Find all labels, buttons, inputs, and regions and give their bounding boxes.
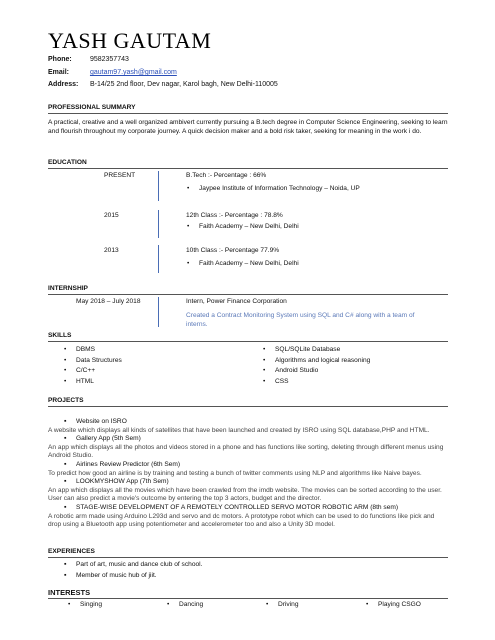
edu-period: 2015 [104, 212, 119, 219]
project-description: An app which displays all the photos and videos stored in a phone and has functions like sorting, deleting through different menus using Android Studio. [48, 443, 444, 460]
skill-item: • SQL/SQLite Database [275, 345, 370, 356]
project-title: Airlines Review Predictor (6th Sem) [76, 460, 181, 468]
email-label: Email: [48, 69, 70, 76]
edu-title: 10th Class :- Percentage 77.9% [186, 247, 280, 254]
edu-period: PRESENT [104, 172, 136, 179]
address-value: B-14/25 2nd floor, Dev nagar, Karol bagh, New Delhi-110005 [89, 81, 278, 88]
interests-divider [48, 598, 448, 599]
phone-label: Phone: [48, 56, 72, 63]
edu-timeline-bar [158, 171, 159, 201]
skills-list-right [275, 345, 370, 387]
project-description: A robotic arm made using Arduino L293d and servo and dc motors. A prototype robot which can be used to do functions like pick and drop using a Bluetooth app using potentiometer and accelerometer too and also a Unity 3D model. [48, 512, 435, 529]
education-divider [48, 168, 448, 169]
email-row [48, 69, 177, 76]
skills-divider [48, 341, 448, 342]
interest-item: Driving [278, 601, 299, 608]
internship-detail: Created a Contract Monitoring System using SQL and C# along with a team of interns. [186, 312, 415, 328]
phone-value: 9582357743 [89, 56, 129, 63]
edu-timeline-bar [158, 245, 159, 273]
address-row [48, 81, 278, 88]
skill-item: • DBMS [76, 345, 122, 356]
skill-item: • CSS [275, 377, 370, 388]
skill-item: • Android Studio [275, 366, 370, 377]
project-title: LOOKMYSHOW App (7th Sem) [76, 478, 169, 486]
internship-period: May 2018 – July 2018 [76, 298, 141, 305]
internship-divider [48, 294, 448, 295]
project-title: Website on ISRO [76, 418, 127, 425]
email-link[interactable]: gautam97.yash@gmail.com [89, 69, 177, 76]
skill-item: • HTML [76, 377, 122, 388]
phone-row [48, 56, 129, 63]
resume-name: YASH GAUTAM [48, 28, 212, 53]
project-description: To predict how good an airline is by training and testing a bunch of twitter comments using NLP and algorithms like Naive bayes. [48, 469, 422, 477]
edu-timeline-bar [158, 210, 159, 238]
experience-item: Member of music hub of jiit. [76, 571, 157, 579]
education-heading: EDUCATION [48, 159, 87, 166]
address-label: Address: [48, 81, 79, 88]
edu-period: 2013 [104, 247, 119, 254]
skill-item: • C/C++ [76, 366, 122, 377]
project-description: An app which displays all the movies which have been crawled from the imdb website. The movies can be sorted according to the user. User can also predict a movie's outcome by entering the top 3 actors, budget and the director. [48, 486, 442, 503]
internship-timeline-bar [158, 297, 159, 327]
summary-heading: PROFESSIONAL SUMMARY [48, 104, 136, 111]
projects-heading: PROJECTS [48, 397, 84, 404]
edu-title: 12th Class :- Percentage : 78.8% [186, 212, 283, 219]
edu-title: B.Tech :- Percentage : 66% [186, 172, 267, 179]
projects-divider [48, 406, 448, 407]
skills-heading: SKILLS [48, 332, 72, 339]
summary-divider [48, 113, 448, 114]
internship-title: Intern, Power Finance Corporation [186, 298, 287, 305]
interest-item: Dancing [179, 601, 204, 608]
experiences-heading: EXPERIENCES [48, 548, 95, 555]
skill-item: • Data Structures [76, 356, 122, 367]
interest-item: Playing CSGO [378, 601, 421, 608]
internship-heading: INTERNSHIP [48, 285, 88, 292]
edu-detail: Faith Academy – New Delhi, Delhi [199, 223, 299, 230]
interest-item: Singing [80, 601, 102, 608]
skills-list-left [76, 345, 122, 387]
project-title: STAGE-WISE DEVELOPMENT OF A REMOTELY CONTROLLED SERVO MOTOR ROBOTIC ARM (8th sem) [76, 503, 399, 511]
project-title: Gallery App (5th Sem) [76, 435, 141, 443]
summary-text: A practical, creative and a well organized ambivert currently pursuing a B.tech degree in Computer Science Engineering, seeking to learn and flourish throughout my corporate journey. A quick decision maker and a bold risk taker, seeking for meaning in the work i do. [48, 119, 448, 135]
edu-detail: Jaypee Institute of Information Technology – Noida, UP [199, 185, 360, 192]
projects-list [48, 418, 448, 530]
skill-item: • Algorithms and logical reasoning [275, 356, 370, 367]
project-description: A website which displays all kinds of satellites that have been launched and created by ISRO using SQL database,PHP and HTML. [48, 426, 430, 434]
edu-detail: Faith Academy – New Delhi, Delhi [199, 260, 299, 267]
interests-heading: INTERESTS [48, 588, 91, 597]
experience-item: Part of art, music and dance club of school. [76, 561, 203, 568]
experiences-list [76, 560, 202, 581]
experiences-divider [48, 557, 448, 558]
